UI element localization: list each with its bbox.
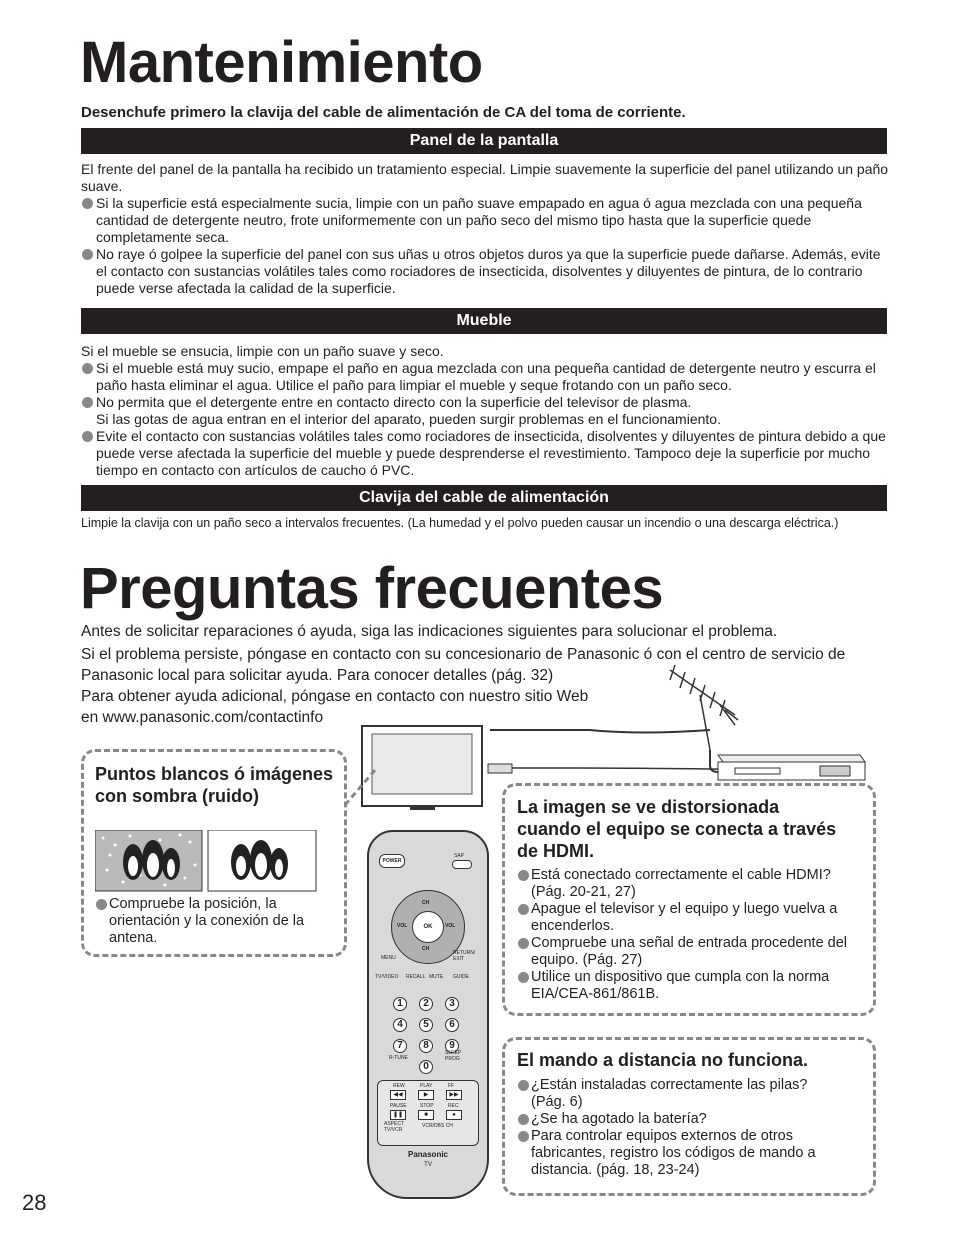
digit-3-icon: 3 xyxy=(445,997,459,1011)
return-exit-label: RETURN/ EXIT xyxy=(453,950,476,962)
list-item: Apague el televisor y el equipo y luego vuelva a encenderlos. xyxy=(517,901,862,935)
section-heading-cabinet: Mueble xyxy=(81,308,887,334)
bullet-icon xyxy=(518,1131,529,1142)
digit-5-icon: 5 xyxy=(419,1018,433,1032)
bullet-icon xyxy=(82,431,93,442)
pause-label: PAUSE xyxy=(390,1103,407,1109)
noise-box xyxy=(81,749,347,957)
sleep-label: SLEEP PROG xyxy=(445,1050,462,1062)
ch-up-label: CH xyxy=(422,900,430,906)
ff-icon: ▶▶ xyxy=(446,1090,462,1100)
page-number: 28 xyxy=(22,1190,47,1215)
list-item: Compruebe una señal de entrada procedente del equipo. (Pág. 27) xyxy=(517,935,862,969)
recall-label: RECALL xyxy=(406,974,426,980)
stop-label: STOP xyxy=(420,1103,434,1109)
bullet-icon xyxy=(82,363,93,374)
digit-8-icon: 8 xyxy=(419,1039,433,1053)
rec-icon: ● xyxy=(446,1110,462,1120)
bullet-icon xyxy=(82,198,93,209)
remote-box xyxy=(502,1037,876,1196)
remote-list xyxy=(517,1077,837,1179)
digit-6-icon: 6 xyxy=(445,1018,459,1032)
sap-button-icon xyxy=(452,860,472,869)
digit-9-icon: 9 xyxy=(445,1039,459,1053)
noise-title: Puntos blancos ó imágenes con sombra (ruido) xyxy=(95,764,334,806)
list-item: No permita que el detergente entre en contacto directo con la superficie del televisor de plasma. Si las gotas de agua entran en el interior del aparato, pueden surgir problemas en el funcionamiento. xyxy=(81,394,891,428)
section-heading-screen-panel: Panel de la pantalla xyxy=(81,128,887,154)
vcr-icon xyxy=(718,755,865,780)
remote-title: El mando a distancia no funciona. xyxy=(517,1050,809,1070)
play-label: PLAY xyxy=(420,1083,433,1089)
screen-panel-intro: El frente del panel de la pantalla ha recibido un tratamiento especial. Limpie suavemente la superficie del panel utilizando un paño suave. xyxy=(81,161,889,194)
hdmi-plug-icon xyxy=(488,764,512,773)
hdmi-box xyxy=(502,783,876,1016)
list-item: Si la superficie está especialmente sucia, limpie con un paño suave empapado en agua ó agua mezclada con una pequeña cantidad de detergente neutro, frote uniformemente con un paño seco del mismo tipo hasta que la superficie quede completamente seca. xyxy=(81,195,891,246)
rew-label: REW xyxy=(393,1083,405,1089)
vol-right-label: VOL xyxy=(445,923,456,929)
tv-icon xyxy=(362,726,482,810)
hdmi-list xyxy=(517,867,862,1003)
remote-control-illustration xyxy=(367,830,489,1199)
digit-7-icon: 7 xyxy=(393,1039,407,1053)
antenna-icon xyxy=(670,665,738,750)
digit-4-icon: 4 xyxy=(393,1018,407,1032)
bullet-icon xyxy=(518,904,529,915)
bullet-icon xyxy=(96,899,107,910)
tv-video-label: TV/VIDEO xyxy=(375,974,399,980)
faq-intro-2: Si el problema persiste, póngase en contacto con su concesionario de Panasonic ó con el centro de servicio de Panasonic local para solicitar ayuda. Para conocer detalles (pág. 32) xyxy=(81,646,846,684)
list-item: Si el mueble está muy sucio, empape el paño en agua mezclada con una pequeña cantidad de detergente neutro y escurra el paño hasta eliminar el agua. Utilice el paño para limpiar el mueble y seque frotando con un paño seco. xyxy=(81,360,891,394)
mute-label: MUTE xyxy=(429,974,444,980)
ff-label: FF xyxy=(448,1083,455,1089)
bullet-icon xyxy=(518,1114,529,1125)
pause-icon: ❚❚ xyxy=(390,1110,406,1120)
maintenance-title: Mantenimiento xyxy=(80,30,483,95)
bullet-icon xyxy=(518,870,529,881)
noise-example-image xyxy=(95,830,317,892)
bullet-icon xyxy=(518,1080,529,1091)
guide-label: GUIDE xyxy=(453,974,469,980)
cabinet-text xyxy=(81,343,891,479)
screen-panel-text xyxy=(81,161,891,297)
rec-label: REC xyxy=(448,1103,459,1109)
unplug-warning: Desenchufe primero la clavija del cable de alimentación de CA del toma de corriente. xyxy=(81,104,686,121)
list-item: Compruebe la posición, la orientación y la conexión de la antena. xyxy=(95,896,347,947)
transport-panel xyxy=(377,1080,479,1146)
list-item: Evite el contacto con sustancias volátiles tales como rociadores de insecticida, disolventes y diluyentes de pintura debido a que puede verse afectada la superficie del mueble y puede desprenderse el revestimiento. Tampoco deje la superficie por mucho tiempo en contacto con artículos de caucho ó PVC. xyxy=(81,428,891,479)
faq-title: Preguntas frecuentes xyxy=(80,556,664,621)
vcr-dbs-label: VCR/DBS CH xyxy=(422,1123,453,1129)
play-icon: ▶ xyxy=(418,1090,434,1100)
digit-0-icon: 0 xyxy=(419,1060,433,1074)
r-tune-label: R-TUNE xyxy=(389,1055,408,1061)
ch-down-label: CH xyxy=(422,946,430,952)
vol-left-label: VOL xyxy=(397,923,408,929)
list-item: Está conectado correctamente el cable HDMI? (Pág. 20-21, 27) xyxy=(517,867,862,901)
power-plug-text: Limpie la clavija con un paño seco a intervalos frecuentes. (La humedad y el polvo pueden causar un incendio o una descarga eléctrica.) xyxy=(81,516,839,530)
list-item: Utilice un dispositivo que cumpla con la norma EIA/CEA-861/861B. xyxy=(517,969,862,1003)
faq-intro-3: Para obtener ayuda adicional, póngase en contacto con nuestro sitio Web en www.panasonic.com/contactinfo xyxy=(81,688,589,726)
list-item: Para controlar equipos externos de otros fabricantes, registro los códigos de mando a distancia. (pág. 18, 23-24) xyxy=(517,1128,837,1179)
tv-label: TV xyxy=(424,1162,432,1168)
faq-intro-1: Antes de solicitar reparaciones ó ayuda, siga las indicaciones siguientes para solucionar el problema. xyxy=(81,623,778,640)
bullet-icon xyxy=(518,938,529,949)
bullet-icon xyxy=(518,972,529,983)
sap-label: SAP xyxy=(454,853,465,859)
aspect-label: ASPECT TV/VCR xyxy=(384,1121,404,1133)
section-heading-power-plug: Clavija del cable de alimentación xyxy=(81,485,887,511)
bullet-icon xyxy=(82,249,93,260)
brand-logo: Panasonic xyxy=(407,1150,448,1159)
cabinet-intro: Si el mueble se ensucia, limpie con un paño suave y seco. xyxy=(81,343,444,359)
power-button-icon: POWER xyxy=(379,854,405,868)
digit-2-icon: 2 xyxy=(419,997,433,1011)
digit-1-icon: 1 xyxy=(393,997,407,1011)
list-item: No raye ó golpee la superficie del panel con sus uñas u otros objetos duros ya que la superficie puede dañarse. Además, evite el contacto con sustancias volátiles tales como rociadores de insecticida, disolventes y diluyentes de pintura, de lo contrario puede verse afectada la calidad de la superficie. xyxy=(81,246,891,297)
hdmi-title: La imagen se ve distorsionada cuando el equipo se conecta a través de HDMI. xyxy=(517,797,837,861)
bullet-icon xyxy=(82,397,93,408)
list-item: ¿Están instaladas correctamente las pilas? (Pág. 6) xyxy=(517,1077,837,1111)
menu-label: MENU xyxy=(381,955,396,961)
rew-icon: ◀◀ xyxy=(390,1090,406,1100)
stop-icon: ■ xyxy=(418,1110,434,1120)
ok-button-icon: OK xyxy=(412,911,444,943)
list-item: ¿Se ha agotado la batería? xyxy=(517,1111,837,1128)
